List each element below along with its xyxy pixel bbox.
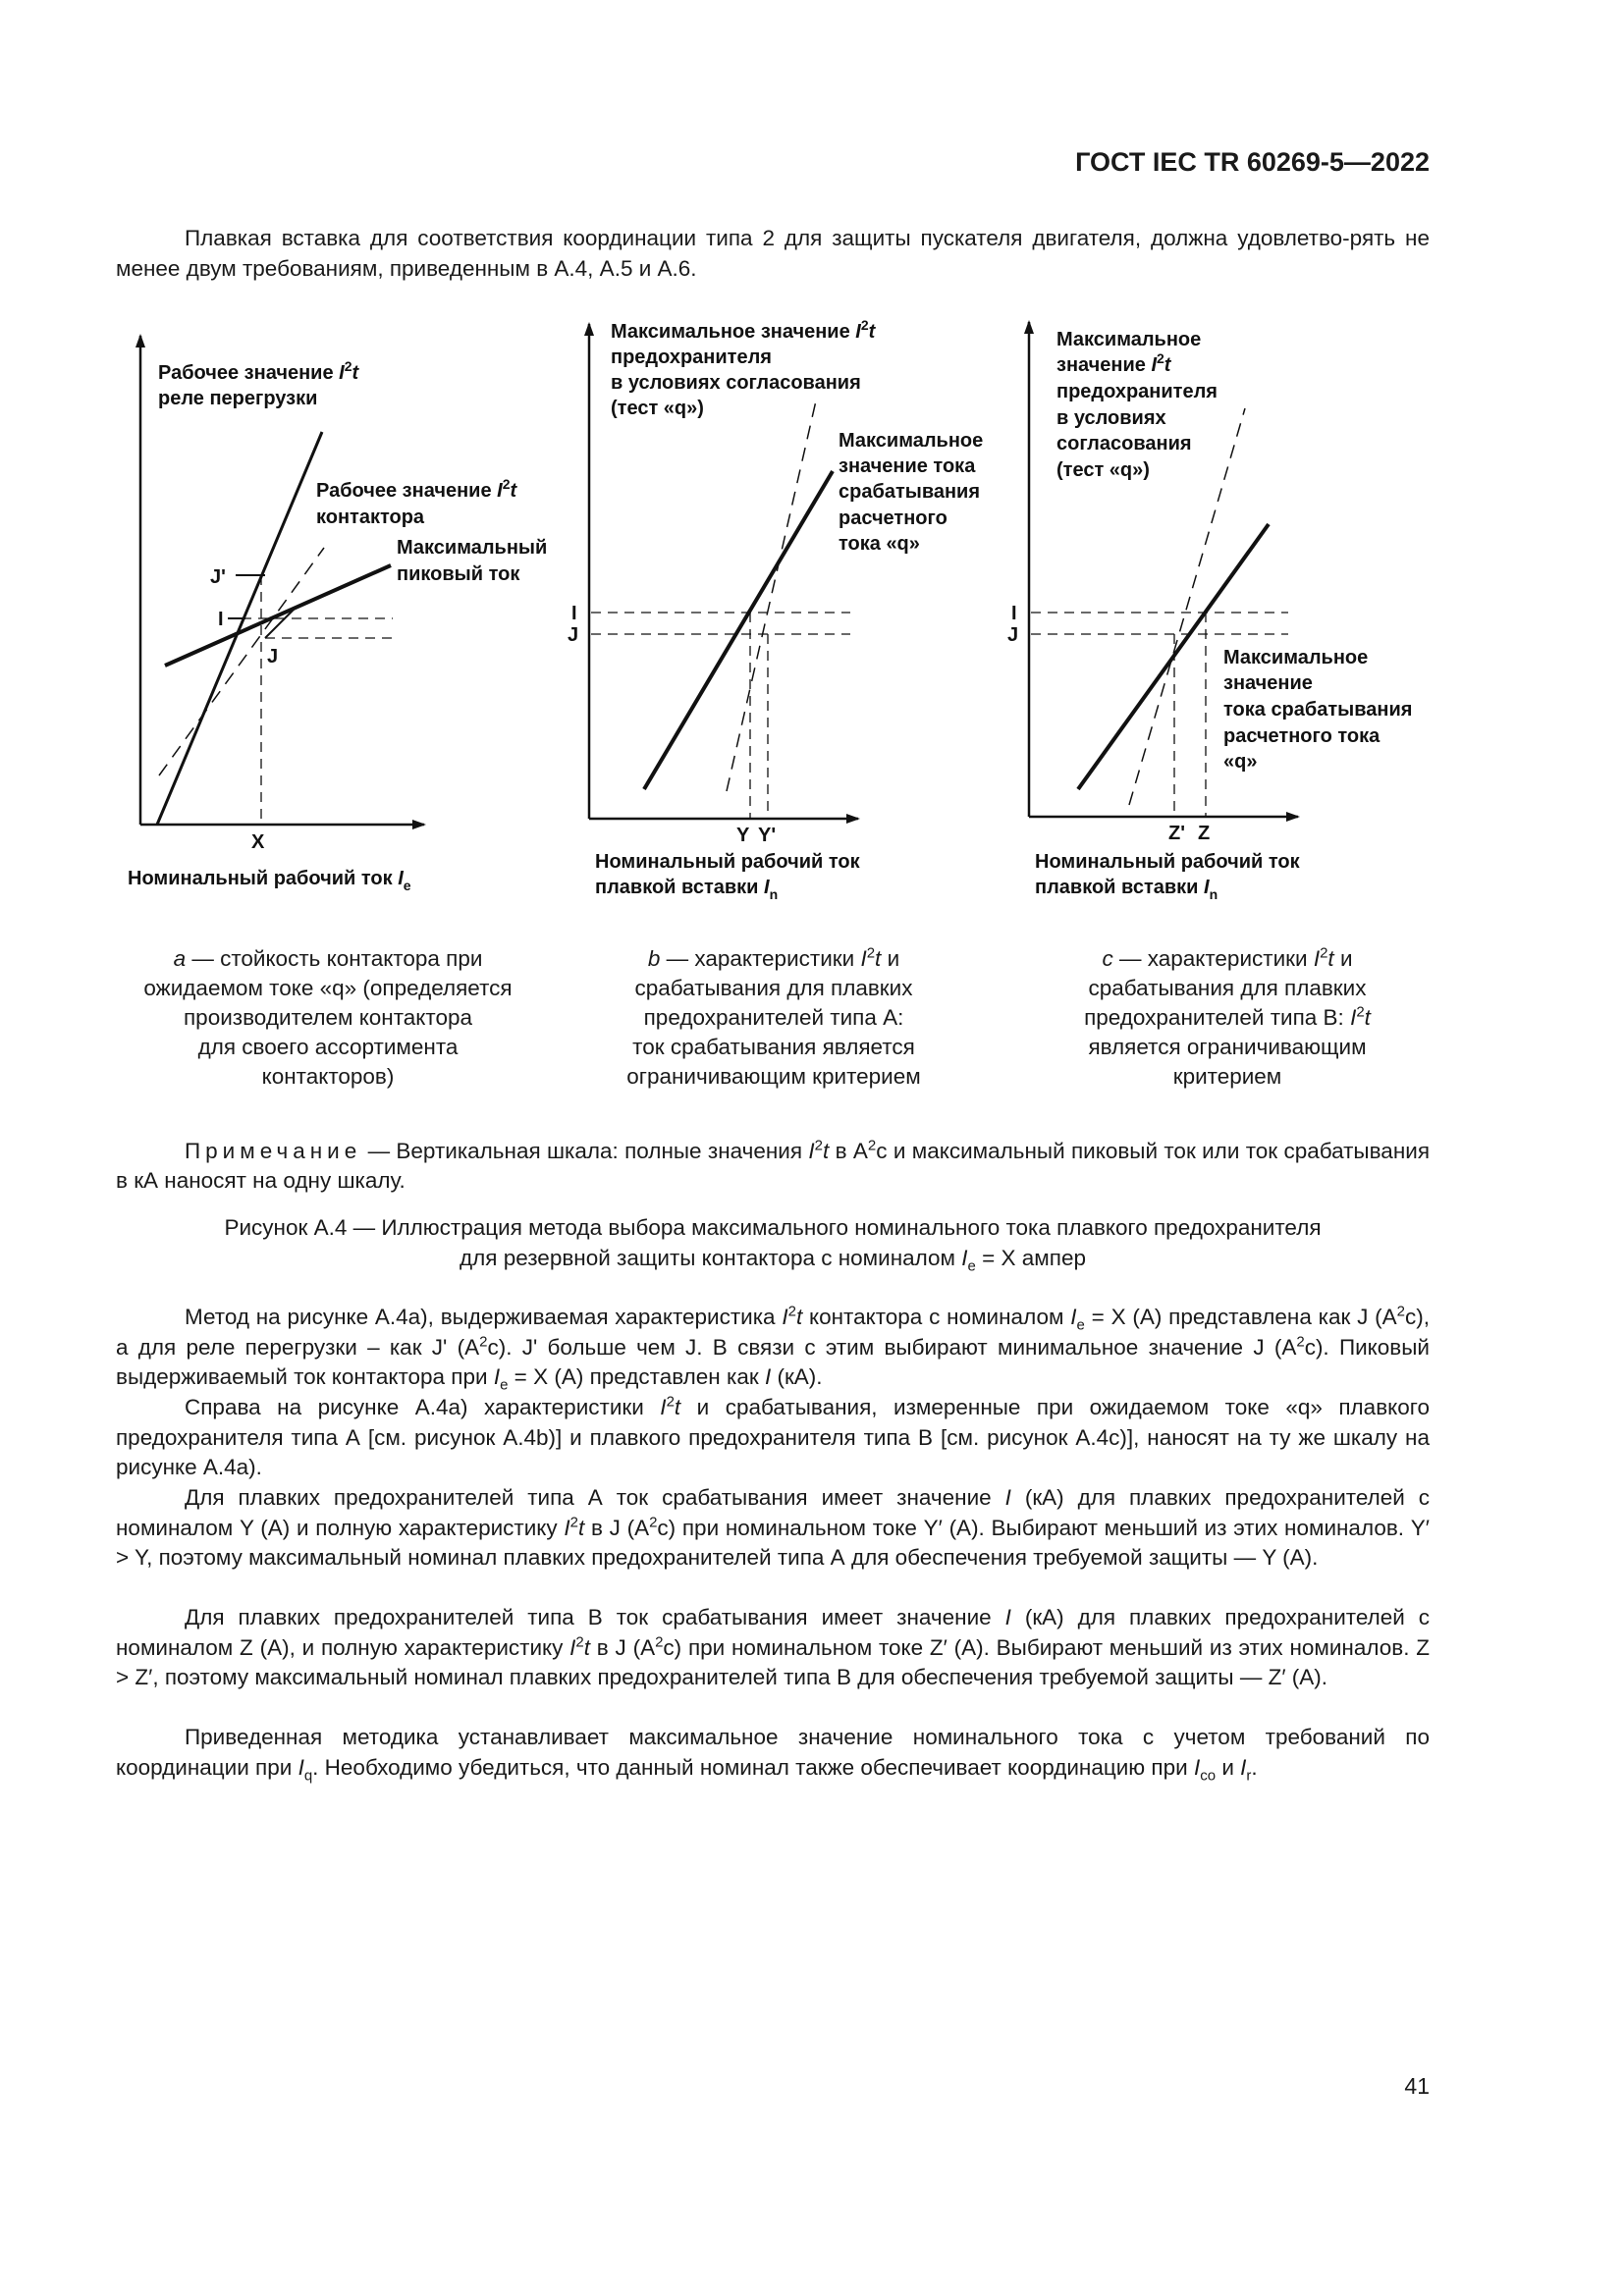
panel-b-label-trip-2: значение тока — [839, 455, 976, 477]
note-text-1: — Вертикальная шкала: полные значения — [361, 1139, 809, 1163]
p1-t: t — [795, 1305, 803, 1329]
p3-c: в J (A — [584, 1515, 650, 1540]
p5-a: Приведенная методика устанавливает максимальное значение номинального тока с учетом требований по координации при — [116, 1725, 1430, 1780]
p4-sup: 2 — [575, 1633, 584, 1650]
caption-b-line-5: ограничивающим критерием — [626, 1064, 921, 1089]
p1-e: с). J' больше чем J. В связи с этим выбирают минимальное значение J (A — [487, 1334, 1297, 1360]
intro-paragraph — [116, 224, 1430, 284]
caption-b-line-2: срабатывания для плавких — [634, 976, 913, 1000]
panel-a-axis-label: Номинальный рабочий ток $I_e$ — [128, 868, 411, 893]
caption-a-line-4: для своего ассортимента — [197, 1035, 459, 1059]
panel-a-tick-j: J — [267, 646, 279, 667]
figure-title-i: I — [961, 1246, 968, 1270]
panel-c-label-max-4: в условиях — [1056, 407, 1166, 429]
p5-i: I — [298, 1754, 304, 1780]
p2-t: t — [674, 1395, 681, 1419]
p2-b: и срабатывания, измеренные при ожидаемом токе «q» плавкого предохранителя типа А [см. рисунок А.4b)] и плавкого предохранителя типа В [см. рисунок А.4с)], наносят на ту же шкалу на рисунке А.4а). — [116, 1395, 1430, 1479]
p5-i3: I — [1240, 1754, 1247, 1780]
panel-b-tick-y: Y — [736, 825, 750, 846]
figure-title-line-2 — [116, 1243, 1430, 1273]
panel-a — [128, 336, 547, 893]
panel-c-axis-label-1: Номинальный рабочий ток — [1035, 851, 1300, 873]
figure-title-text-2a: для резервной защиты контактора с номиналом — [460, 1246, 962, 1270]
panel-a-label-peak-2: пиковый ток — [397, 563, 520, 585]
caption-c-text-3: предохранителей типа В: — [1084, 1005, 1351, 1030]
caption-c-i: I — [1313, 946, 1321, 971]
p1-d: с), а для реле перегрузки – как J' (A — [116, 1305, 1430, 1360]
p3-sup2: 2 — [649, 1514, 658, 1530]
caption-a-letter: a — [173, 946, 187, 971]
panel-a-contactor-line — [159, 548, 324, 775]
caption-c-line-1 — [1011, 944, 1443, 974]
panel-c-label-trip-1: Максимальное — [1223, 647, 1369, 668]
body-paragraph-3 — [116, 1483, 1430, 1574]
panel-c-label-max-6: (тест «q») — [1056, 459, 1150, 481]
panel-a-label-contactor-2: контактора — [316, 507, 425, 528]
note-text-3: с и максимальный пиковый ток или ток срабатывания в кА наносят на одну шкалу. — [116, 1139, 1430, 1193]
panel-c-label-trip-3: тока срабатывания — [1223, 699, 1413, 721]
caption-a — [112, 944, 544, 1092]
p3-d: c) при номинальном токе Y′ (A). Выбирают меньший из этих номиналов. Y′ > Y, поэтому максимальный номинал плавких предохранителей типа А для обеспечения требуемой защиты — Y (A). — [116, 1515, 1430, 1570]
panel-b-axis-label-1: Номинальный рабочий ток — [595, 851, 860, 873]
caption-b-line-3: предохранителей типа А: — [643, 1005, 904, 1030]
figure-title-text-2b: = X ампер — [975, 1246, 1086, 1270]
caption-c-sup: 2 — [1320, 944, 1328, 962]
note-label: Примечание — [185, 1139, 362, 1163]
p5-c: и — [1216, 1754, 1241, 1780]
caption-a-line-5: контакторов) — [261, 1064, 395, 1089]
panel-b-tick-j: J — [568, 624, 579, 646]
body-paragraph-1 — [116, 1303, 1430, 1393]
caption-c-t: t — [1327, 946, 1334, 971]
p4-c: в J (A — [590, 1634, 656, 1660]
body-paragraph-2 — [116, 1393, 1430, 1483]
p1-i2: I — [764, 1364, 772, 1389]
panel-b-label-max-3: в условиях согласования — [611, 372, 861, 394]
caption-c-line-3 — [1011, 1003, 1443, 1033]
panel-c-label-trip-5: «q» — [1223, 751, 1258, 773]
panel-b-axis-label-2: плавкой вставки $I_n$ — [595, 877, 779, 902]
panel-b-tick-i: I — [571, 603, 577, 624]
p1-ie2-sub: e — [500, 1376, 509, 1394]
p1-sup3: 2 — [479, 1333, 488, 1350]
p1-ie-sub: e — [1076, 1316, 1085, 1334]
panel-a-label-contactor: Рабочее значение $I^2t$ — [316, 476, 517, 502]
p1-f: с). Пиковый выдерживаемый ток контактора при — [116, 1334, 1430, 1389]
note-sup-2: 2 — [867, 1137, 877, 1154]
caption-b — [558, 944, 990, 1092]
p1-sup: 2 — [787, 1303, 796, 1320]
p1-ie2: I — [493, 1364, 501, 1389]
caption-c-sup-3: 2 — [1356, 1003, 1365, 1021]
caption-b-text-1: — характеристики — [660, 946, 861, 971]
panel-a-tick-x: X — [251, 831, 265, 853]
panel-c-label-max-1: Максимальное — [1056, 329, 1202, 350]
p3-sup: 2 — [569, 1514, 578, 1530]
caption-b-t: t — [875, 946, 882, 971]
p1-sup2: 2 — [1396, 1303, 1405, 1320]
body-paragraph-4 — [116, 1603, 1430, 1693]
document-header: ГОСТ IEC TR 60269-5—2022 — [1075, 147, 1430, 177]
panel-a-tick-jprime: J' — [210, 566, 226, 588]
note-sup: 2 — [814, 1137, 824, 1154]
caption-b-line-4: ток срабатывания является — [632, 1035, 915, 1059]
p2-sup: 2 — [666, 1393, 675, 1411]
panel-b-label-max-4: (тест «q») — [611, 398, 704, 419]
caption-b-i: I — [860, 946, 867, 971]
caption-a-text-1: — стойкость контактора при — [186, 946, 483, 971]
p4-i2: I — [569, 1634, 576, 1660]
caption-c-line-4: является ограничивающим — [1088, 1035, 1367, 1059]
p3-b: (кА) для плавких предохранителей с номиналом Y (A) и полную характеристику — [116, 1485, 1430, 1540]
panel-c-label-trip-2: значение — [1223, 672, 1313, 694]
panel-b-label-max-2: предохранителя — [611, 347, 772, 368]
p1-i: I — [782, 1305, 788, 1329]
p1-ie: I — [1070, 1305, 1077, 1329]
p5-b: . Необходимо убедиться, что данный номинал также обеспечивает координацию при — [312, 1754, 1194, 1780]
page-number: 41 — [1404, 2073, 1430, 2099]
p4-d: c) при номинальном токе Z′ (A). Выбирают меньший из этих номиналов. Z > Z′, поэтому максимальный номинал плавких предохранителей типа В для обеспечения требуемой защиты — Z′ (A). — [116, 1634, 1430, 1689]
panel-c-tick-j: J — [1007, 624, 1019, 646]
note-text-2: в А — [829, 1139, 868, 1163]
p1-a: Метод на рисунке А.4а), выдерживаемая характеристика — [185, 1305, 783, 1329]
caption-c-t-3: t — [1364, 1005, 1371, 1030]
panel-b-label-trip-3: срабатывания — [839, 481, 981, 503]
panel-c-tick-z: Z — [1198, 823, 1211, 844]
panel-b-label-max: Максимальное значение $I^2t$ — [611, 317, 876, 343]
note-t: t — [823, 1139, 830, 1163]
p3-i2: I — [564, 1515, 570, 1540]
caption-c-line-2: срабатывания для плавких — [1088, 976, 1367, 1000]
p2-i: I — [660, 1395, 667, 1419]
panel-a-tick-i: I — [218, 609, 224, 630]
p4-b: (кА) для плавких предохранителей с номиналом Z (A), и полную характеристику — [116, 1605, 1430, 1660]
p5-sub3: r — [1246, 1767, 1252, 1784]
p1-h: (кА). — [771, 1364, 823, 1389]
p1-b: контактора с номиналом — [802, 1305, 1071, 1329]
p4-i: I — [1004, 1605, 1011, 1629]
caption-c-text-1b: и — [1333, 946, 1353, 971]
note-i: I — [808, 1139, 815, 1163]
caption-a-line-1 — [112, 944, 544, 974]
panel-c-label-max-5: согласования — [1056, 433, 1192, 454]
p5-sub: q — [303, 1767, 313, 1784]
p1-sup4: 2 — [1296, 1333, 1305, 1350]
panel-c-tick-zprime: Z' — [1168, 823, 1185, 844]
panel-c-label-max-3: предохранителя — [1056, 381, 1218, 402]
panel-a-relay-line — [157, 432, 322, 825]
p4-a: Для плавких предохранителей типа В ток срабатывания имеет значение — [185, 1605, 1005, 1629]
body-paragraph-5 — [116, 1723, 1430, 1783]
panel-c-label-max-2: значение $I^2t$ — [1056, 350, 1171, 376]
caption-c-line-5: критерием — [1172, 1064, 1282, 1089]
panel-b-tick-yprime: Y' — [758, 825, 777, 846]
p1-c: = X (A) представлена как J (A — [1084, 1305, 1397, 1329]
panel-a-label-relay: Рабочее значение $I^2t$ — [158, 358, 359, 384]
panel-b-label-trip-1: Максимальное — [839, 430, 984, 452]
p4-t: t — [583, 1634, 591, 1660]
p1-g: = X (A) представлен как — [508, 1364, 765, 1389]
caption-a-line-3: производителем контактора — [184, 1005, 472, 1030]
p3-a: Для плавких предохранителей типа А ток срабатывания имеет значение — [185, 1485, 1005, 1510]
panel-a-label-relay-2: реле перегрузки — [158, 388, 318, 409]
caption-b-text-1b: и — [881, 946, 900, 971]
p4-sup2: 2 — [655, 1633, 664, 1650]
panel-b-max-line — [727, 397, 817, 791]
caption-b-line-1 — [558, 944, 990, 974]
panel-c-tick-i: I — [1011, 603, 1017, 624]
p5-i2: I — [1193, 1754, 1201, 1780]
caption-a-line-2: ожидаемом токе «q» (определяется — [143, 976, 513, 1000]
caption-c — [1011, 944, 1443, 1092]
caption-b-sup: 2 — [866, 944, 876, 962]
panel-c-axis-label-2: плавкой вставки $I_n$ — [1035, 877, 1218, 902]
p3-i: I — [1004, 1485, 1011, 1510]
panel-b-label-trip-4: расчетного — [839, 507, 947, 529]
p5-sub2: co — [1200, 1767, 1217, 1784]
panel-c — [1007, 322, 1412, 902]
caption-b-letter: b — [647, 946, 661, 971]
p3-t: t — [577, 1515, 585, 1540]
p5-d: . — [1251, 1754, 1258, 1780]
figure-title-line-1: Рисунок А.4 — Иллюстрация метода выбора максимального номинального тока плавкого предохранителя — [224, 1215, 1322, 1240]
intro-text: Плавкая вставка для соответствия координации типа 2 для защиты пускателя двигателя, должна удовлетво-рять не менее двум требованиям, приведенным в А.4, А.5 и А.6. — [116, 226, 1430, 281]
p2-a: Справа на рисунке А.4а) характеристики — [185, 1395, 661, 1419]
figure-title — [116, 1212, 1430, 1273]
panel-b — [568, 317, 983, 902]
figure-note — [116, 1137, 1430, 1196]
caption-c-text-1: — характеристики — [1112, 946, 1314, 971]
panel-c-label-trip-4: расчетного тока — [1223, 725, 1380, 747]
figure-a4 — [0, 294, 1624, 923]
caption-c-letter: c — [1102, 946, 1113, 971]
figure-title-sub: e — [967, 1257, 976, 1275]
caption-c-i-3: I — [1350, 1005, 1357, 1030]
panel-a-label-peak-1: Максимальный — [397, 537, 548, 559]
panel-b-label-trip-5: тока «q» — [839, 533, 920, 555]
